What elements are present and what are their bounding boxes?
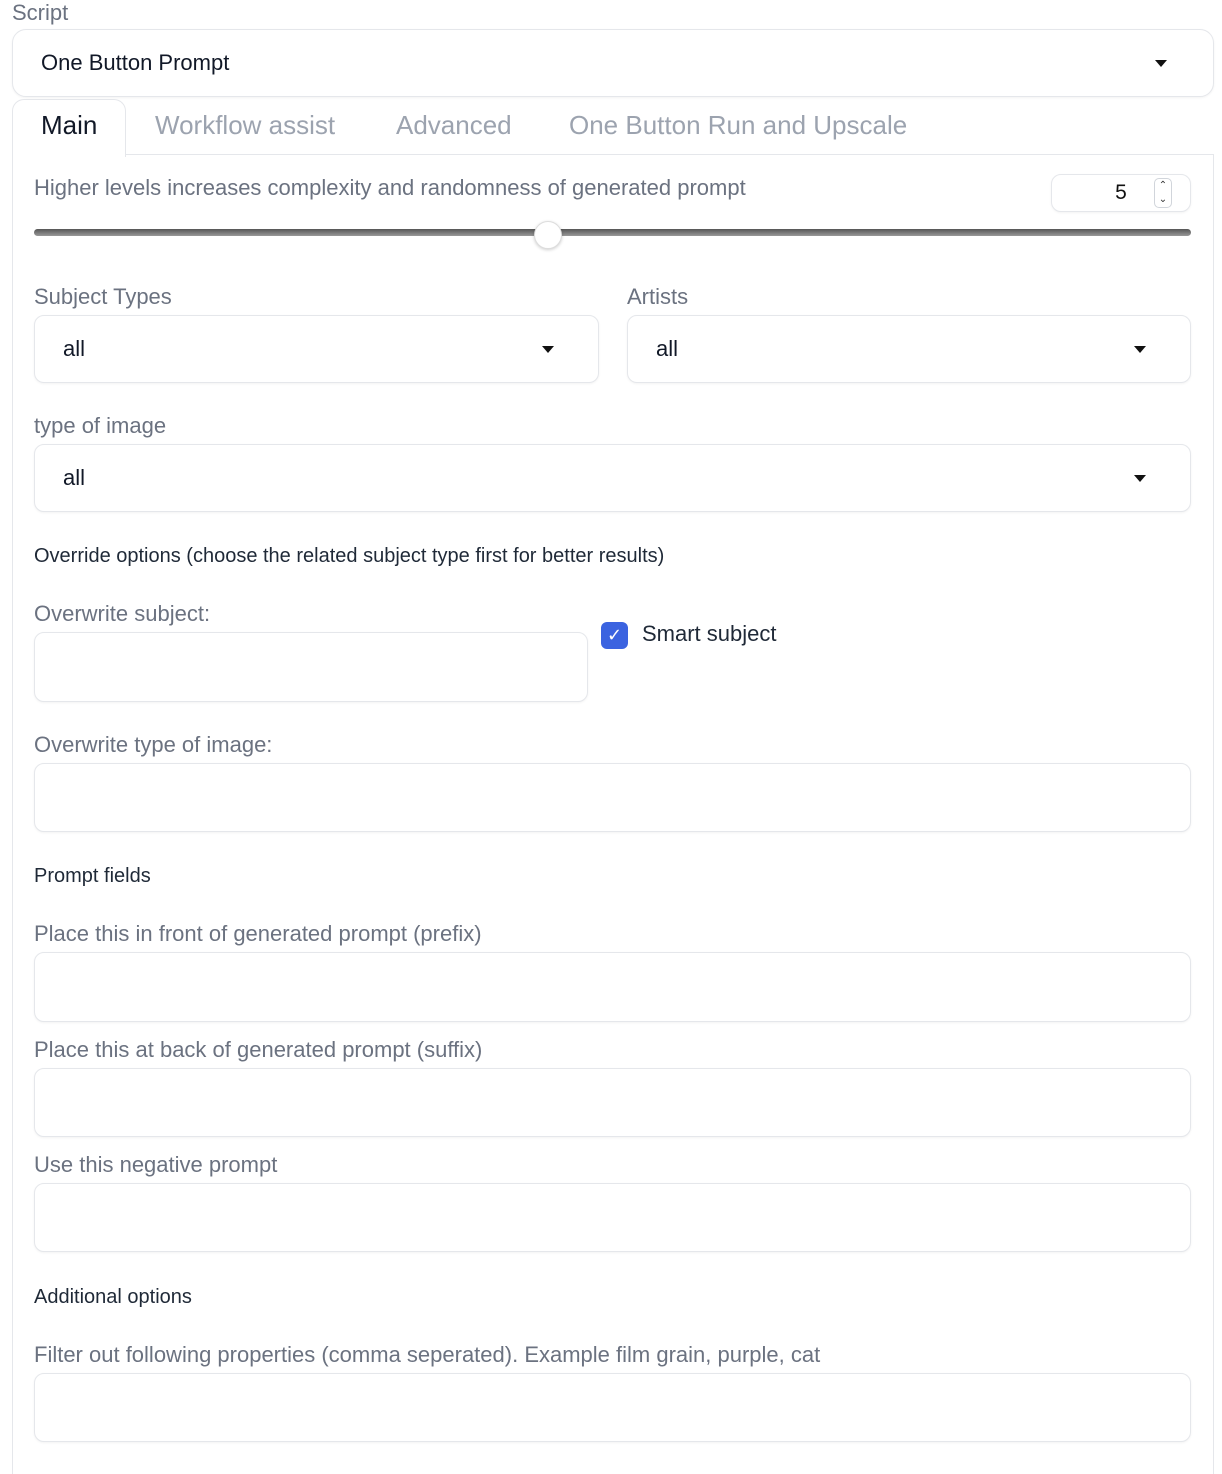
- chevron-down-icon: [1134, 346, 1146, 353]
- subject-types-value: all: [63, 336, 86, 361]
- smart-subject-checkbox[interactable]: ✓: [601, 622, 628, 649]
- artists-value: all: [656, 336, 679, 361]
- complexity-slider-track[interactable]: [34, 229, 1191, 236]
- negative-prompt-input[interactable]: [34, 1183, 1191, 1252]
- override-heading: Override options (choose the related subject type first for better results): [34, 545, 665, 567]
- overwrite-image-type-input[interactable]: [34, 763, 1191, 832]
- tab-workflow-assist[interactable]: Workflow assist: [155, 110, 336, 140]
- complexity-label: Higher levels increases complexity and randomness of generated prompt: [34, 175, 746, 200]
- image-type-value: all: [63, 465, 86, 490]
- chevron-down-icon: [542, 346, 554, 353]
- additional-options-heading: Additional options: [34, 1286, 192, 1308]
- tab-main[interactable]: Main: [41, 110, 98, 140]
- subject-types-label: Subject Types: [34, 284, 172, 309]
- prefix-input[interactable]: [34, 952, 1191, 1022]
- complexity-value: 5: [1115, 181, 1127, 204]
- suffix-input[interactable]: [34, 1068, 1191, 1137]
- overwrite-subject-label: Overwrite subject:: [34, 601, 211, 626]
- overwrite-subject-input[interactable]: [34, 632, 588, 702]
- prompt-fields-heading: Prompt fields: [34, 865, 151, 887]
- tab-advanced[interactable]: Advanced: [396, 110, 512, 140]
- script-dropdown[interactable]: [12, 29, 1214, 97]
- image-type-label: type of image: [34, 413, 167, 438]
- overwrite-image-type-label: Overwrite type of image:: [34, 732, 273, 757]
- complexity-number-input[interactable]: [1051, 174, 1191, 212]
- prefix-label: Place this in front of generated prompt (prefix): [34, 921, 482, 946]
- suffix-label: Place this at back of generated prompt (suffix): [34, 1037, 483, 1062]
- filter-input[interactable]: [34, 1373, 1191, 1442]
- artists-label: Artists: [627, 284, 689, 309]
- filter-label: Filter out following properties (comma seperated). Example film grain, purple, cat: [34, 1342, 821, 1367]
- artists-dropdown[interactable]: [627, 315, 1191, 383]
- tab-run-upscale[interactable]: One Button Run and Upscale: [569, 110, 908, 140]
- chevron-down-icon: [1155, 60, 1167, 67]
- image-type-dropdown[interactable]: [34, 444, 1191, 512]
- stepper-icon[interactable]: ⌃ ⌄: [1154, 178, 1172, 208]
- script-label: Script: [12, 0, 69, 25]
- script-value: One Button Prompt: [41, 50, 230, 75]
- chevron-down-icon: [1134, 475, 1146, 482]
- negative-prompt-label: Use this negative prompt: [34, 1152, 278, 1177]
- smart-subject-label: Smart subject: [642, 621, 777, 646]
- subject-types-dropdown[interactable]: [34, 315, 599, 383]
